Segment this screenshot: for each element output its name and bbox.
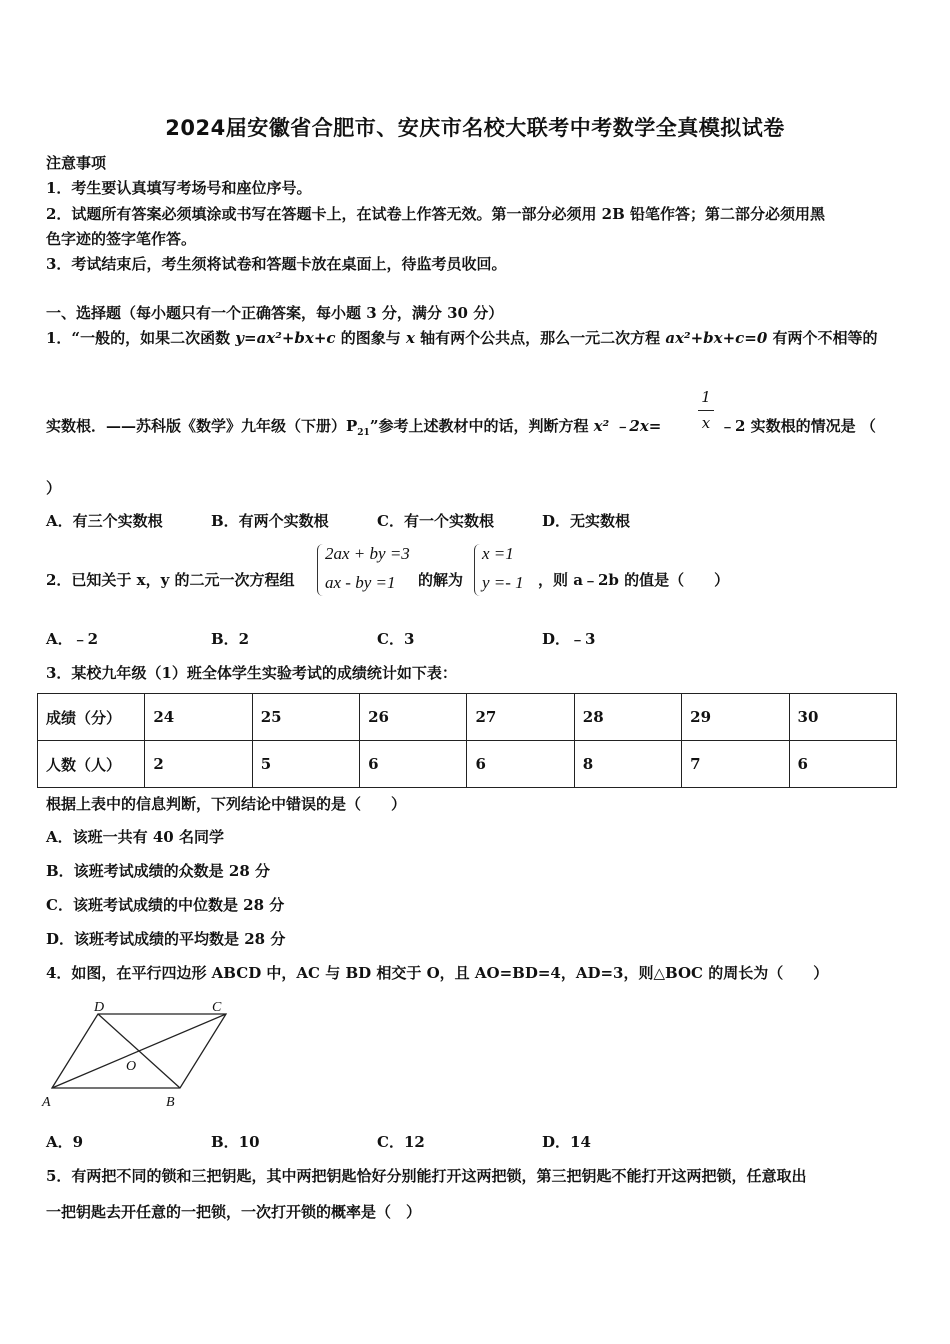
system-1-line-1: 2ax + by =3 bbox=[325, 544, 410, 563]
q4-option-c: C．12 bbox=[377, 1133, 425, 1151]
label-d: D bbox=[94, 1000, 105, 1015]
q4-option-d: D．14 bbox=[542, 1133, 591, 1151]
q3-option-c: C．该班考试成绩的中位数是 28 分 bbox=[46, 896, 285, 914]
q2-option-d: D．﹣3 bbox=[542, 630, 596, 648]
question-1-line-1: 1．“一般的，如果二次函数 y=ax²+bx+c 的图象与 x 轴有两个公共点，那么一元二次方程 ax²+bx+c=0 有两个不相等的 bbox=[46, 329, 878, 347]
system-2-brace bbox=[474, 544, 481, 596]
question-1-line-3: ） bbox=[46, 479, 62, 497]
parallelogram-figure bbox=[40, 996, 240, 1111]
table-cell: 6 bbox=[467, 741, 574, 788]
table-cell: 24 bbox=[145, 694, 252, 741]
fraction-numerator: 1 bbox=[701, 388, 711, 406]
system-1-line-2: ax - by =1 bbox=[325, 573, 396, 592]
question-5-line-2: 一把钥匙去开任意的一把锁，一次打开锁的概率是（ ） bbox=[46, 1203, 422, 1221]
table-row bbox=[38, 741, 897, 788]
table-cell: 26 bbox=[360, 694, 467, 741]
table-cell: 30 bbox=[789, 694, 896, 741]
question-5-line-1: 5．有两把不同的锁和三把钥匙，其中两把钥匙恰好分别能打开这两把锁，第三把钥匙不能打开这两把锁，任意取出 bbox=[46, 1167, 807, 1185]
label-a: A bbox=[42, 1095, 51, 1110]
question-1-line-2: 实数根．——苏科版《数学》九年级（下册）$P_{21}$”参考上述教材中的话，判断方程 x² ﹣2x= bbox=[46, 417, 662, 438]
table-cell: 5 bbox=[252, 741, 359, 788]
notice-item-2: 2．试题所有答案必须填涂或书写在答题卡上，在试卷上作答无效。第一部分必须用 2B 铅笔作答；第二部分必须用黑 bbox=[46, 205, 826, 223]
q3-option-a: A．该班一共有 40 名同学 bbox=[46, 828, 224, 846]
notice-item-2-cont: 色字迹的签字笔作答。 bbox=[46, 230, 197, 248]
q4-option-b: B．10 bbox=[211, 1133, 260, 1151]
question-3-text: 3．某校九年级（1）班全体学生实验考试的成绩统计如下表： bbox=[46, 664, 457, 682]
system-2-line-1: x =1 bbox=[482, 544, 514, 563]
table-cell: 2 bbox=[145, 741, 252, 788]
q2-option-c: C．3 bbox=[377, 630, 415, 648]
table-cell: 27 bbox=[467, 694, 574, 741]
q1-option-c: C．有一个实数根 bbox=[377, 512, 494, 530]
fraction-denominator: x bbox=[701, 414, 711, 432]
system-2-line-2: y =- 1 bbox=[482, 573, 524, 592]
table-cell: 25 bbox=[252, 694, 359, 741]
q2-option-b: B．2 bbox=[211, 630, 250, 648]
q3-option-b: B．该班考试成绩的众数是 28 分 bbox=[46, 862, 270, 880]
label-o: O bbox=[126, 1059, 137, 1074]
system-1-brace bbox=[317, 544, 324, 596]
label-c: C bbox=[212, 1000, 222, 1015]
table-row bbox=[38, 694, 897, 741]
section-heading: 一、选择题（每小题只有一个正确答案，每小题 3 分，满分 30 分） bbox=[46, 304, 504, 322]
table-cell: 8 bbox=[574, 741, 681, 788]
notice-item-1: 1．考生要认真填写考场号和座位序号。 bbox=[46, 179, 312, 197]
q3-option-d: D．该班考试成绩的平均数是 28 分 bbox=[46, 930, 286, 948]
label-b: B bbox=[166, 1095, 175, 1110]
q2-option-a: A．﹣2 bbox=[46, 630, 99, 648]
score-table bbox=[37, 693, 897, 788]
question-4-text: 4．如图，在平行四边形 ABCD 中，AC 与 BD 相交于 O，且 AO=BD=4，AD=3，则△BOC 的周长为（ ） bbox=[46, 964, 829, 982]
q4-option-a: A．9 bbox=[46, 1133, 84, 1151]
diagonal-bd bbox=[98, 1014, 180, 1088]
question-1-line-2-end: ﹣2 实数根的情况是 （ bbox=[720, 417, 876, 435]
table-cell: 6 bbox=[789, 741, 896, 788]
table-cell: 成绩（分） bbox=[38, 694, 145, 741]
table-cell: 6 bbox=[360, 741, 467, 788]
table-cell: 7 bbox=[682, 741, 789, 788]
q1-option-b: B．有两个实数根 bbox=[211, 512, 329, 530]
table-cell: 28 bbox=[574, 694, 681, 741]
q1-option-a: A．有三个实数根 bbox=[46, 512, 163, 530]
question-3-prompt: 根据上表中的信息判断，下列结论中错误的是（ ） bbox=[46, 795, 407, 813]
question-2-text-c: ，则 a﹣2b 的值是（ ） bbox=[538, 571, 730, 589]
notice-item-3: 3．考试结束后，考生须将试卷和答题卡放在桌面上，待监考员收回。 bbox=[46, 255, 507, 273]
table-cell: 29 bbox=[682, 694, 789, 741]
table-cell: 人数（人） bbox=[38, 741, 145, 788]
question-2-text-a: 2．已知关于 x，y 的二元一次方程组 bbox=[46, 571, 295, 589]
question-2-text-b: 的解为 bbox=[418, 571, 464, 589]
notice-heading: 注意事项 bbox=[46, 154, 107, 172]
page-title: 2024届安徽省合肥市、安庆市名校大联考中考数学全真模拟试卷 bbox=[165, 116, 785, 140]
q1-option-d: D．无实数根 bbox=[542, 512, 631, 530]
fraction-bar bbox=[698, 410, 714, 411]
